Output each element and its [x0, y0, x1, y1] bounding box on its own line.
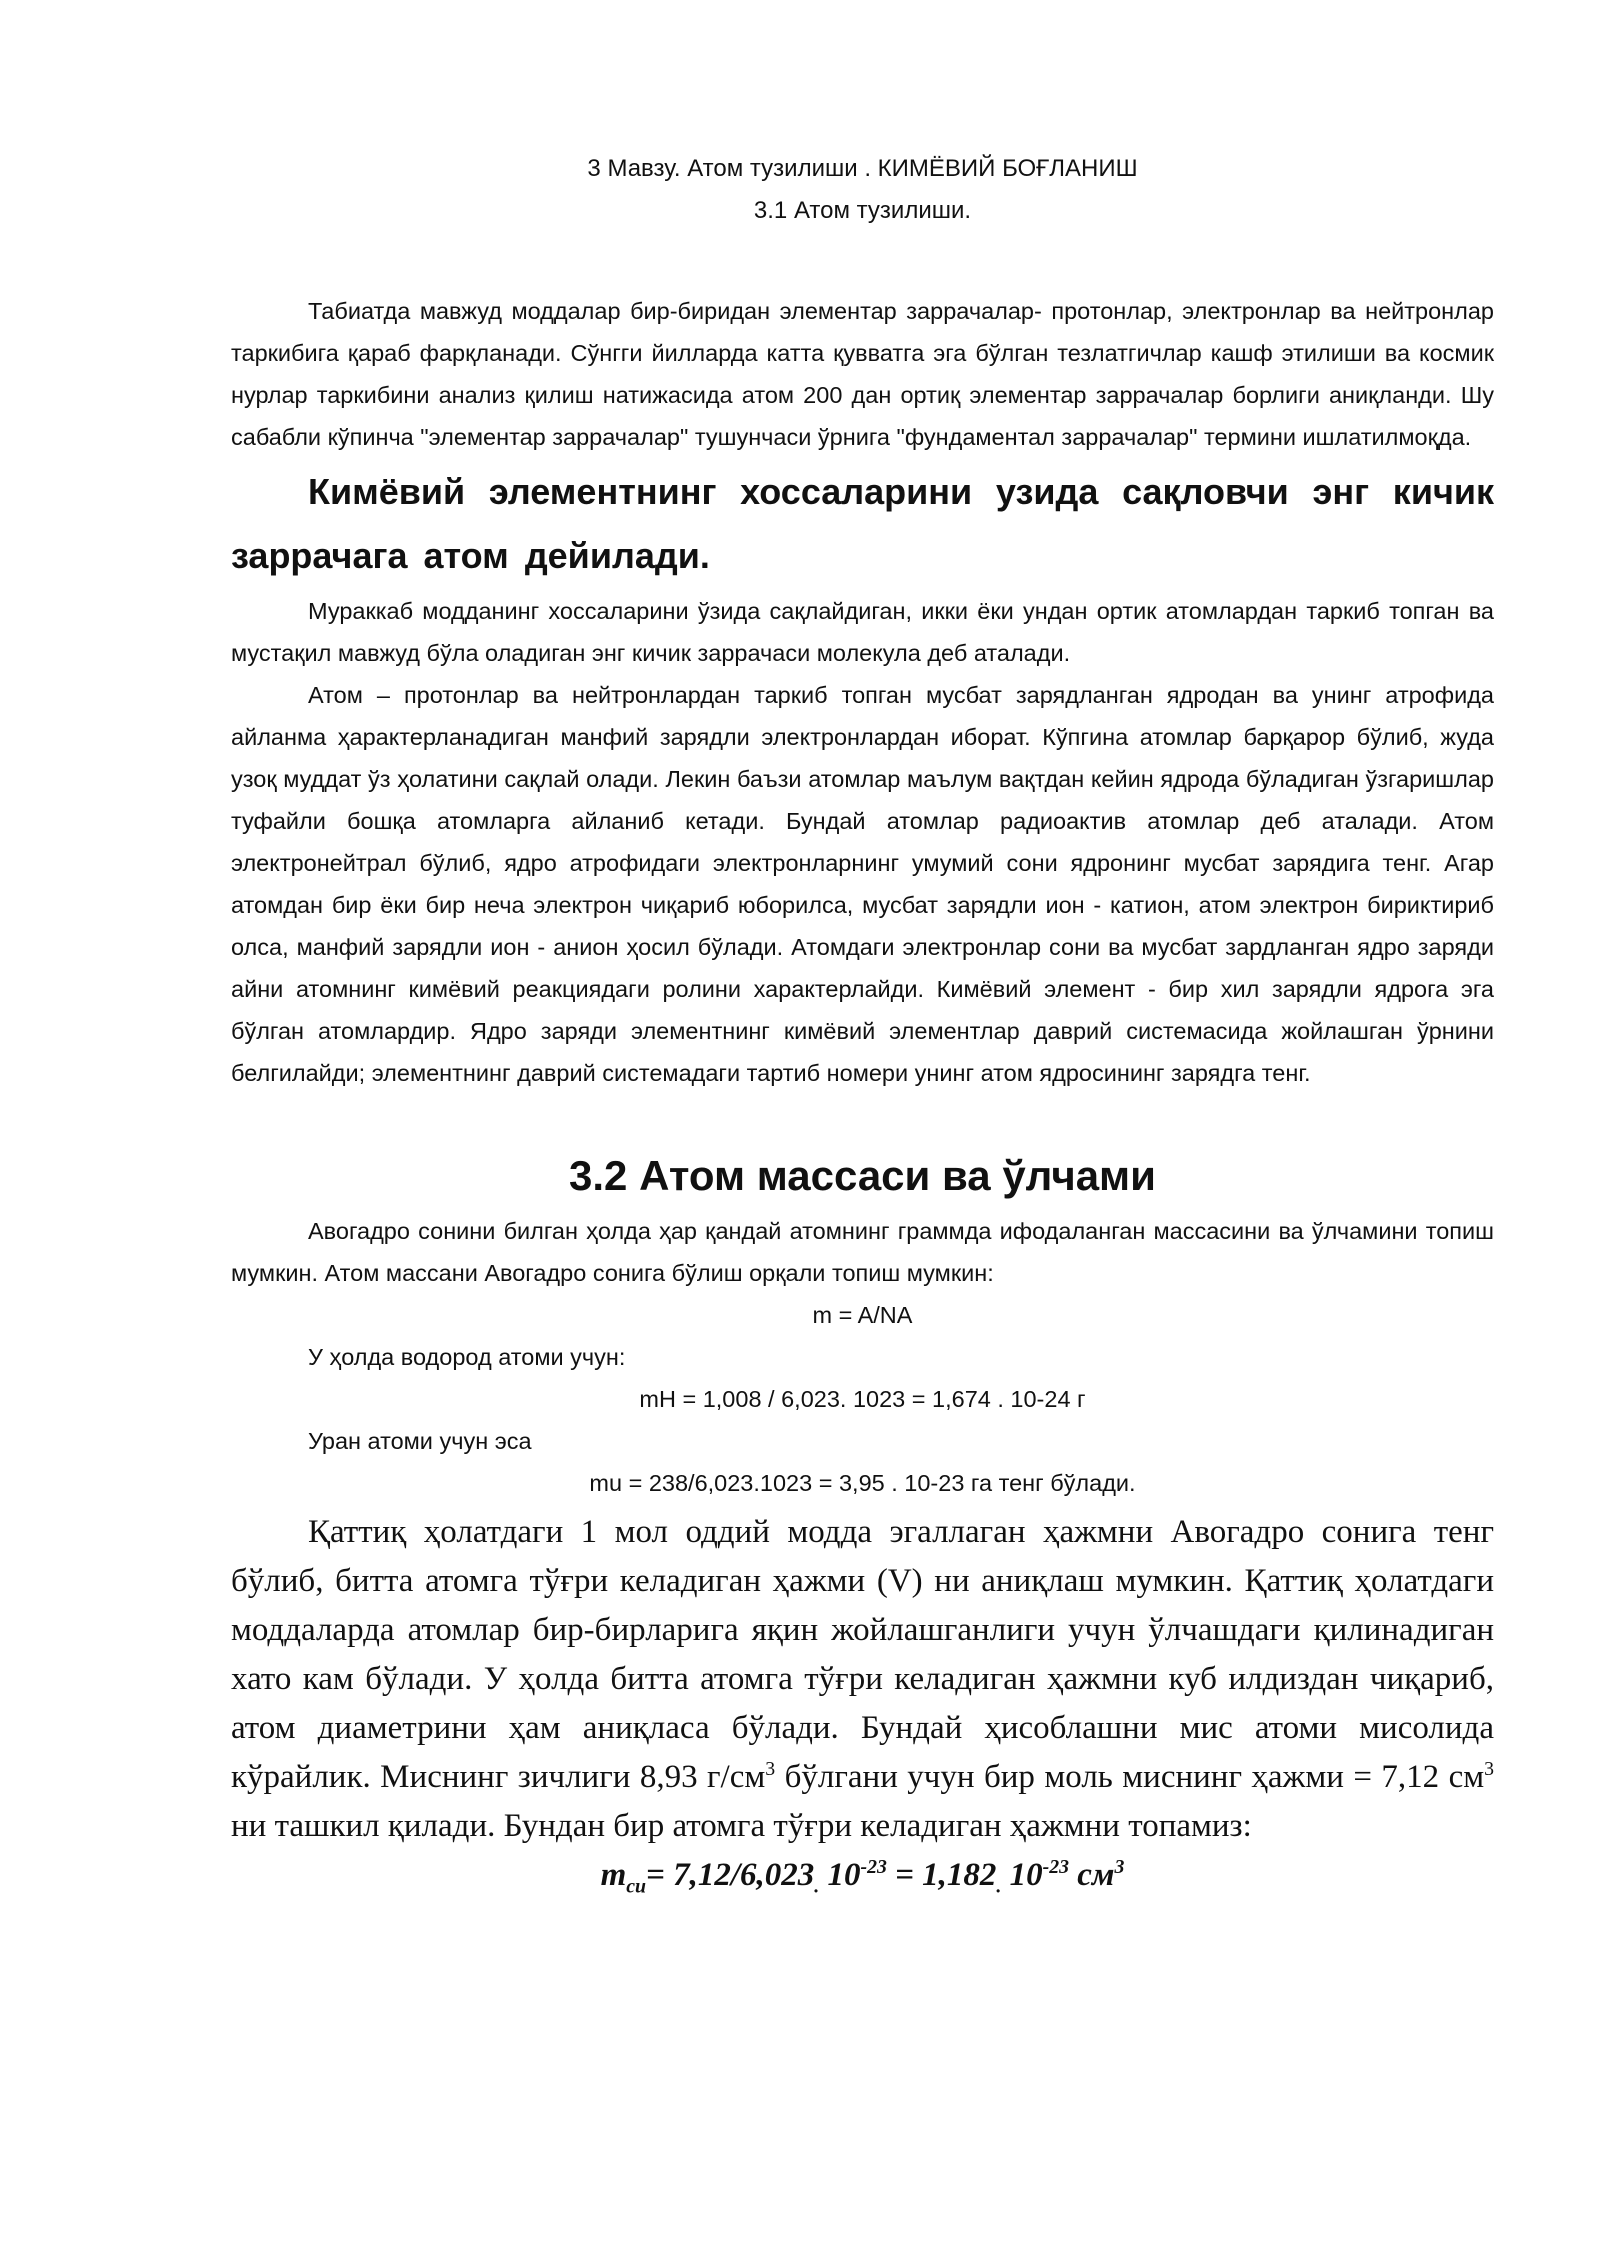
uranium-label: Уран атоми учун эса	[308, 1428, 532, 1454]
document-page	[231, 0, 1494, 1899]
subsection-title: 3.1 Атом тузилиши.	[753, 197, 972, 224]
volume-paragraph	[231, 1508, 1494, 1851]
formula-part5: см	[1069, 1857, 1115, 1893]
superscript-3: 3	[1484, 1758, 1494, 1780]
formula-part4: 10	[1001, 1857, 1043, 1893]
topic-title: 3 Мавзу. Атом тузилиши . КИМЁВИЙ БОҒЛАНИШ	[587, 155, 1138, 182]
molecule-paragraph: Мураккаб модданинг хоссаларини ўзида сақлайдиган, икки ёки ундан ортик атомлардан таркиб топган ва мустақил мавжуд бўла оладиган энг кичик заррачаси молекула деб аталади.	[231, 598, 1494, 666]
atom-structure-paragraph: Атом – протонлар ва нейтронлардан таркиб топган мусбат зарядланган ядродан ва унинг атрофида айланма ҳарактерланадиган манфий зарядли электронлардан иборат. Кўпгина атомлар барқарор бўлиб, жуда узоқ муддат ўз ҳолатини сақлай олади. Лекин баъзи атомлар маълум вақтдан кейин ядрода бўладиган ўзгаришлар туфайли бошқа атомларга айланиб кетади. Бундай атомлар радиоактив атомлар деб аталади. Атом электронейтрал бўлиб, ядро атрофидаги электронларнинг умумий сони ядронинг мусбат зарядига тенг. Агар атомдан бир ёки бир неча электрон чиқариб юборилса, мусбат зарядли ион - катион, атом электрон бириктириб олса, манфий зарядли ион - анион ҳосил бўлади. Атомдаги электронлар сони ва мусбат зардланган ядро заряди айни атомнинг кимёвий реакциядаги ролини характерлайди. Кимёвий элемент - бир хил зарядли ядрога эга бўлган атомлардир. Ядро заряди элементнинг кимёвий элементлар даврий системасида жойлашган ўрнини белгилайди; элементнинг даврий системадаги тартиб номери унинг атом ядросининг зарядга тенг.	[231, 682, 1494, 1086]
volume-text-3: ни ташкил қилади. Бундан бир атомга тўғри келадиган ҳажмни топамиз:	[231, 1808, 1252, 1844]
volume-text-1: Қаттиқ ҳолатдаги 1 мол оддий модда эгаллаган ҳажмни Авогадро сонига тенг бўлиб, битта атомга тўғри келадиган ҳажми (V) ни аниқлаш мумкин. Қаттиқ ҳолатдаги моддаларда атомлар бир-бирларига яқин жойлашганлиги учун ўлчашдаги қилинадиган хато кам бўлади. У ҳолда битта атомга тўғри келадиган ҳажмни куб илдиздан чиқариб, атом диаметрини ҳам аниқласа бўлади. Бундай ҳисоблашни мис атоми мисолида кўрайлик. Миснинг зичлиги 8,93 г/см	[231, 1514, 1494, 1795]
formula-exp: -23	[860, 1856, 887, 1878]
avogadro-paragraph: Авогадро сонини билган ҳолда ҳар қандай атомнинг граммда ифодаланган массасини ва ўлчамини топиш мумкин. Атом массани Авогадро сонига бўлиш орқали топиш мумкин:	[231, 1218, 1494, 1286]
formula-sub-cu: cu	[626, 1875, 647, 1898]
formula-part1: = 7,12/6,023	[646, 1857, 815, 1893]
formula-dot: .	[996, 1875, 1002, 1898]
hydrogen-label: У ҳолда водород атоми учун:	[308, 1344, 626, 1370]
atom-definition: Кимёвий элементнинг хоссаларини узида сақловчи энг кичик заррачага атом дейилади.	[231, 471, 1494, 576]
formula-part3: = 1,182	[886, 1857, 997, 1893]
formula-exp3: 3	[1114, 1856, 1125, 1878]
section-heading: 3.2 Атом массаси ва ўлчами	[569, 1152, 1156, 1199]
formula-m: m	[600, 1857, 627, 1893]
hydrogen-formula: mH = 1,008 / 6,023. 1023 = 1,674 . 10-24 г	[639, 1386, 1086, 1412]
superscript-3: 3	[765, 1758, 776, 1780]
formula-exp: -23	[1042, 1856, 1069, 1878]
intro-paragraph: Табиатда мавжуд моддалар бир-биридан элементар заррачалар- протонлар, электронлар ва нейтронлар таркибига қараб фарқланади. Сўнгги йилларда катта қувватга эга бўлган тезлатгичлар кашф этилиши ва космик нурлар таркибини анализ қилиш натижасида атом 200 дан ортиқ элементар заррачалар борлиги аниқланди. Шу сабабли кўпинча "элементар заррачалар" тушунчаси ўрнига "фундаментал заррачалар" термини ишлатилмоқда.	[231, 298, 1494, 450]
copper-volume-formula	[231, 1851, 1494, 1899]
mass-formula: m = A/NA	[812, 1302, 913, 1328]
uranium-formula: mu = 238/6,023.1023 = 3,95 . 10-23 га тенг бўлади.	[589, 1470, 1136, 1496]
formula-part2: 10	[819, 1857, 861, 1893]
formula-dot: .	[814, 1875, 820, 1898]
volume-text-2: бўлгани учун бир моль миснинг ҳажми = 7,12 см	[775, 1759, 1485, 1795]
